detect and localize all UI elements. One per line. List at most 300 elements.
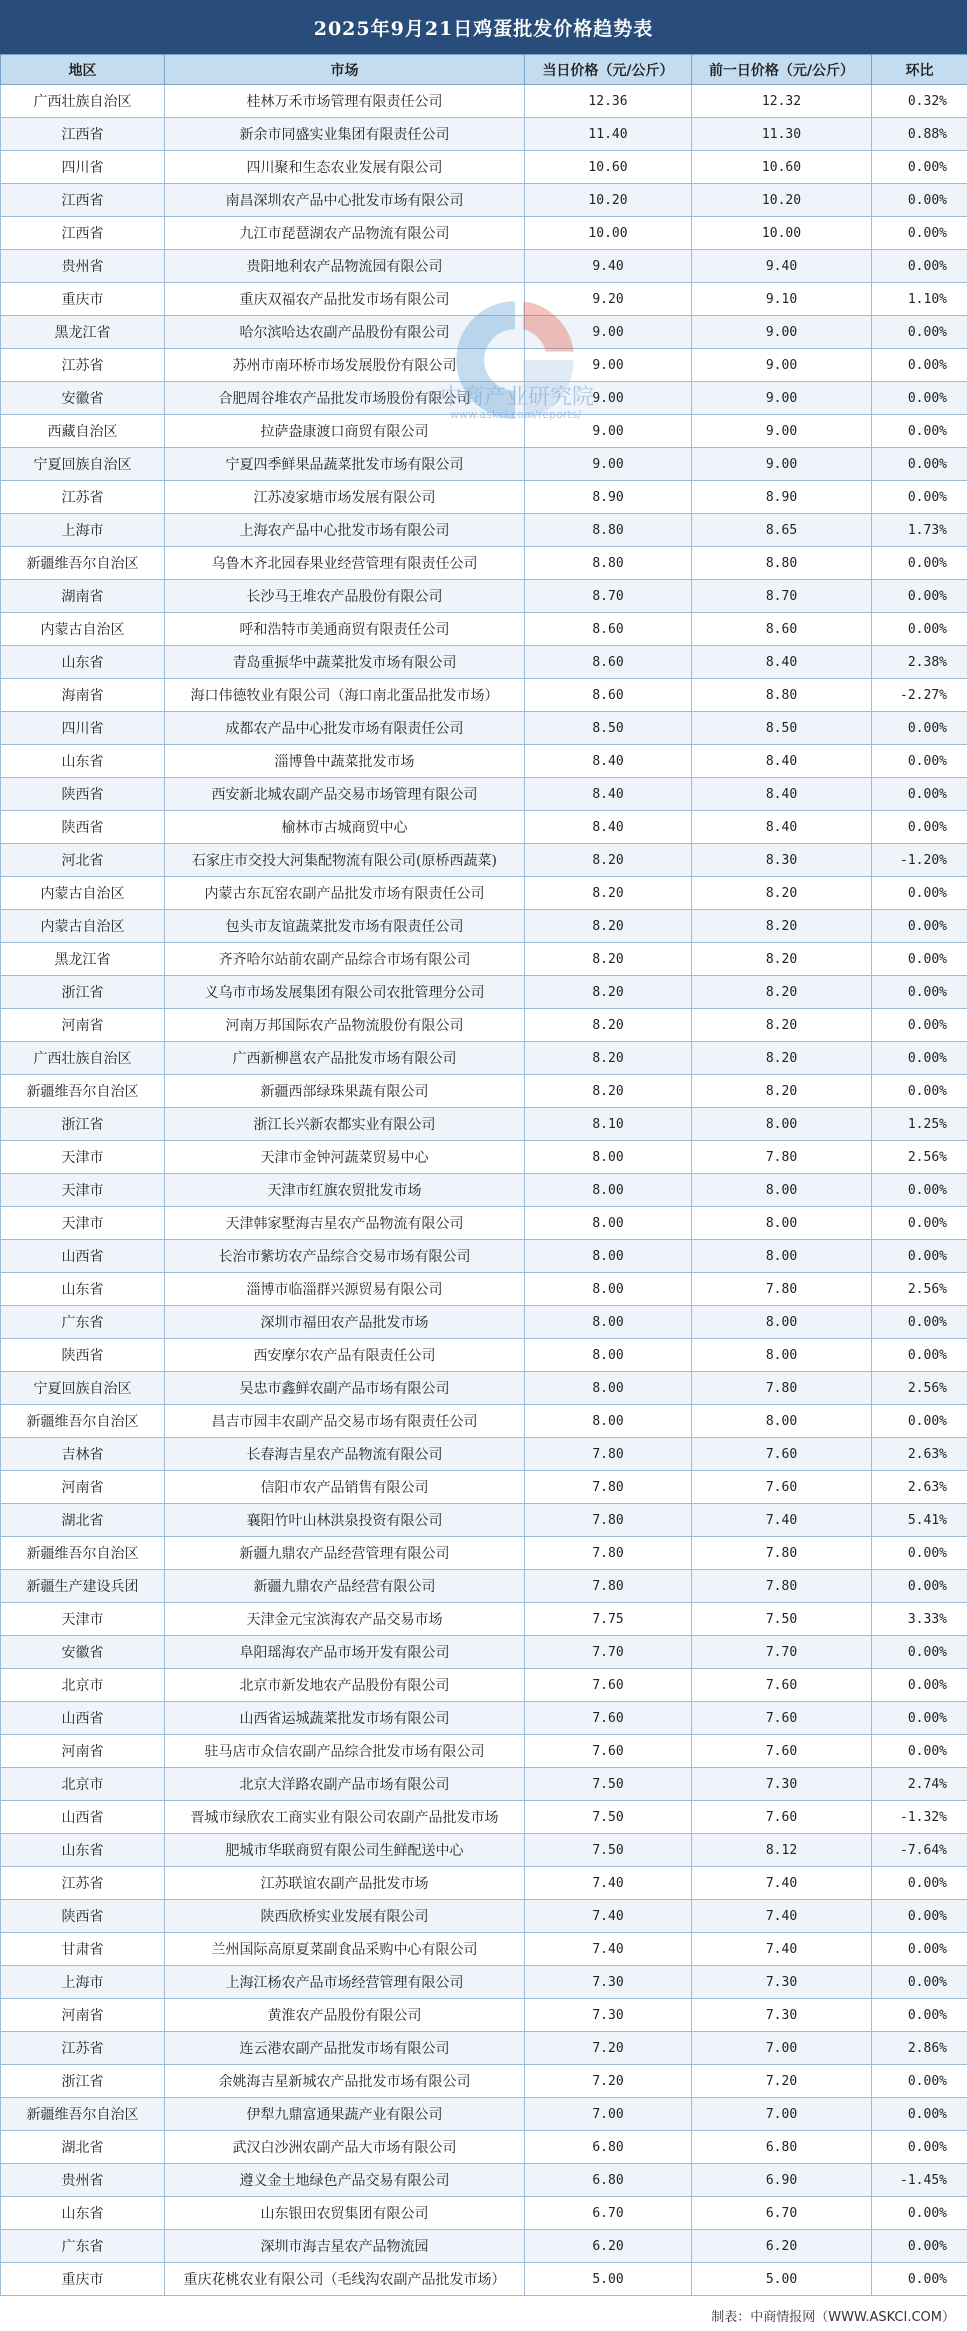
cell-today-price: 9.00 [525,349,692,382]
cell-today-price: 9.20 [525,283,692,316]
cell-yesterday-price: 9.40 [692,250,872,283]
table-row [1,547,967,580]
cell-change: 2.74% [872,1768,967,1801]
cell-yesterday-price: 7.20 [692,2065,872,2098]
cell-region: 山东省 [1,646,165,679]
cell-today-price: 8.80 [525,514,692,547]
cell-change: 0.00% [872,448,967,481]
cell-region: 黑龙江省 [1,943,165,976]
cell-change: 0.00% [872,1867,967,1900]
cell-region: 安徽省 [1,382,165,415]
table-row [1,1306,967,1339]
cell-region: 江苏省 [1,481,165,514]
cell-change: 0.00% [872,382,967,415]
cell-change: 0.00% [872,2098,967,2131]
cell-market: 义乌市市场发展集团有限公司农批管理分公司 [165,976,525,1009]
header-today-price: 当日价格（元/公斤） [525,55,692,85]
table-row [1,1603,967,1636]
cell-region: 上海市 [1,514,165,547]
table-row [1,2164,967,2197]
cell-region: 重庆市 [1,283,165,316]
cell-yesterday-price: 7.50 [692,1603,872,1636]
cell-yesterday-price: 10.00 [692,217,872,250]
cell-today-price: 7.40 [525,1867,692,1900]
table-row [1,1405,967,1438]
cell-region: 天津市 [1,1141,165,1174]
cell-region: 江西省 [1,217,165,250]
cell-region: 宁夏回族自治区 [1,1372,165,1405]
cell-change: -1.20% [872,844,967,877]
cell-today-price: 10.60 [525,151,692,184]
cell-today-price: 7.30 [525,1966,692,1999]
cell-today-price: 7.50 [525,1801,692,1834]
cell-region: 湖北省 [1,1504,165,1537]
cell-today-price: 8.90 [525,481,692,514]
cell-yesterday-price: 8.00 [692,1339,872,1372]
table-row [1,1570,967,1603]
cell-change: 3.33% [872,1603,967,1636]
cell-today-price: 7.80 [525,1504,692,1537]
cell-yesterday-price: 8.70 [692,580,872,613]
cell-today-price: 8.20 [525,943,692,976]
cell-today-price: 7.60 [525,1669,692,1702]
cell-change: 0.00% [872,712,967,745]
cell-today-price: 11.40 [525,118,692,151]
table-row [1,1702,967,1735]
table-row [1,151,967,184]
cell-change: -1.32% [872,1801,967,1834]
cell-yesterday-price: 8.80 [692,679,872,712]
table-row [1,1999,967,2032]
cell-today-price: 8.60 [525,679,692,712]
cell-yesterday-price: 12.32 [692,85,872,118]
table-row [1,910,967,943]
cell-region: 陕西省 [1,778,165,811]
cell-market: 北京市新发地农产品股份有限公司 [165,1669,525,1702]
table-row [1,217,967,250]
table-row [1,1504,967,1537]
cell-yesterday-price: 6.70 [692,2197,872,2230]
cell-yesterday-price: 5.00 [692,2263,872,2296]
cell-change: 0.00% [872,1075,967,1108]
table-row [1,1042,967,1075]
cell-region: 新疆维吾尔自治区 [1,1405,165,1438]
cell-yesterday-price: 10.60 [692,151,872,184]
header-market: 市场 [165,55,525,85]
cell-region: 湖南省 [1,580,165,613]
cell-change: 0.00% [872,1405,967,1438]
cell-change: 0.88% [872,118,967,151]
table-row [1,1141,967,1174]
cell-today-price: 5.00 [525,2263,692,2296]
cell-yesterday-price: 7.60 [692,1471,872,1504]
table-row [1,844,967,877]
table-row [1,85,967,118]
cell-yesterday-price: 7.70 [692,1636,872,1669]
cell-change: 0.00% [872,811,967,844]
cell-yesterday-price: 8.00 [692,1174,872,1207]
cell-region: 黑龙江省 [1,316,165,349]
cell-change: 0.00% [872,547,967,580]
cell-today-price: 7.40 [525,1933,692,1966]
cell-market: 淄博鲁中蔬菜批发市场 [165,745,525,778]
cell-region: 陕西省 [1,1900,165,1933]
cell-yesterday-price: 9.00 [692,415,872,448]
table-row [1,1207,967,1240]
cell-market: 吴忠市鑫鲜农副产品市场有限公司 [165,1372,525,1405]
cell-yesterday-price: 8.20 [692,910,872,943]
cell-change: 1.10% [872,283,967,316]
cell-change: 2.86% [872,2032,967,2065]
cell-today-price: 8.10 [525,1108,692,1141]
cell-market: 南昌深圳农产品中心批发市场有限公司 [165,184,525,217]
cell-market: 晋城市绿欣农工商实业有限公司农副产品批发市场 [165,1801,525,1834]
cell-region: 北京市 [1,1768,165,1801]
cell-region: 新疆维吾尔自治区 [1,547,165,580]
cell-region: 上海市 [1,1966,165,1999]
cell-market: 海口伟德牧业有限公司（海口南北蛋品批发市场） [165,679,525,712]
cell-yesterday-price: 7.80 [692,1141,872,1174]
cell-change: 0.00% [872,1636,967,1669]
cell-today-price: 6.80 [525,2131,692,2164]
cell-market: 深圳市福田农产品批发市场 [165,1306,525,1339]
table-row [1,2230,967,2263]
cell-region: 内蒙古自治区 [1,613,165,646]
cell-today-price: 8.80 [525,547,692,580]
table-row [1,613,967,646]
cell-change: 2.63% [872,1438,967,1471]
cell-region: 山东省 [1,1273,165,1306]
cell-region: 新疆维吾尔自治区 [1,1075,165,1108]
cell-region: 河南省 [1,1999,165,2032]
cell-region: 山西省 [1,1702,165,1735]
cell-change: 0.00% [872,1240,967,1273]
cell-change: 0.00% [872,151,967,184]
cell-today-price: 6.70 [525,2197,692,2230]
cell-yesterday-price: 8.12 [692,1834,872,1867]
cell-market: 长治市紫坊农产品综合交易市场有限公司 [165,1240,525,1273]
cell-region: 山东省 [1,745,165,778]
cell-market: 北京大洋路农副产品市场有限公司 [165,1768,525,1801]
cell-today-price: 8.20 [525,1009,692,1042]
table-row [1,2131,967,2164]
cell-yesterday-price: 8.20 [692,976,872,1009]
cell-region: 广东省 [1,1306,165,1339]
cell-yesterday-price: 7.40 [692,1504,872,1537]
cell-market: 武汉白沙洲农副产品大市场有限公司 [165,2131,525,2164]
cell-change: 0.00% [872,184,967,217]
cell-market: 榆林市古城商贸中心 [165,811,525,844]
cell-market: 兰州国际高原夏菜副食品采购中心有限公司 [165,1933,525,1966]
cell-today-price: 8.50 [525,712,692,745]
cell-change: 0.00% [872,943,967,976]
cell-yesterday-price: 7.30 [692,1768,872,1801]
watermark-text: 中商产业研究院 [440,385,595,410]
table-row [1,646,967,679]
cell-today-price: 8.60 [525,613,692,646]
cell-change: 0.00% [872,1933,967,1966]
cell-change: 0.00% [872,1570,967,1603]
cell-today-price: 8.00 [525,1339,692,1372]
table-row [1,811,967,844]
cell-today-price: 7.30 [525,1999,692,2032]
table-title: 2025年9月21日鸡蛋批发价格趋势表 [0,0,967,54]
table-row [1,1900,967,1933]
cell-change: 0.00% [872,745,967,778]
table-row [1,1075,967,1108]
cell-today-price: 8.20 [525,877,692,910]
cell-region: 四川省 [1,712,165,745]
cell-market: 深圳市海吉星农产品物流园 [165,2230,525,2263]
cell-yesterday-price: 7.60 [692,1702,872,1735]
cell-market: 天津市红旗农贸批发市场 [165,1174,525,1207]
cell-change: 1.25% [872,1108,967,1141]
cell-region: 内蒙古自治区 [1,877,165,910]
cell-change: 0.00% [872,1339,967,1372]
cell-region: 河北省 [1,844,165,877]
cell-today-price: 10.00 [525,217,692,250]
cell-change: 0.00% [872,1537,967,1570]
cell-change: 0.00% [872,2197,967,2230]
cell-yesterday-price: 8.20 [692,1075,872,1108]
cell-change: 2.56% [872,1141,967,1174]
cell-change: 0.00% [872,481,967,514]
table-row [1,1471,967,1504]
table-row [1,481,967,514]
cell-today-price: 7.75 [525,1603,692,1636]
table-row [1,1537,967,1570]
cell-region: 新疆生产建设兵团 [1,1570,165,1603]
cell-today-price: 7.00 [525,2098,692,2131]
cell-today-price: 8.20 [525,1075,692,1108]
table-row [1,514,967,547]
cell-change: 0.00% [872,1702,967,1735]
cell-yesterday-price: 7.60 [692,1438,872,1471]
cell-market: 山西省运城蔬菜批发市场有限公司 [165,1702,525,1735]
cell-market: 宁夏四季鲜果品蔬菜批发市场有限公司 [165,448,525,481]
cell-change: 0.00% [872,1900,967,1933]
cell-today-price: 8.00 [525,1207,692,1240]
cell-change: 0.00% [872,1009,967,1042]
header-change: 环比 [872,55,967,85]
cell-region: 河南省 [1,1471,165,1504]
cell-market: 齐齐哈尔站前农副产品综合市场有限公司 [165,943,525,976]
cell-yesterday-price: 7.30 [692,1966,872,1999]
table-row [1,250,967,283]
cell-yesterday-price: 7.40 [692,1867,872,1900]
cell-market: 江苏凌家塘市场发展有限公司 [165,481,525,514]
cell-yesterday-price: 8.00 [692,1207,872,1240]
cell-market: 拉萨盎康渡口商贸有限公司 [165,415,525,448]
cell-change: 0.00% [872,316,967,349]
cell-region: 河南省 [1,1735,165,1768]
table-row [1,1735,967,1768]
cell-market: 哈尔滨哈达农副产品股份有限公司 [165,316,525,349]
cell-today-price: 8.00 [525,1273,692,1306]
cell-market: 内蒙古东瓦窑农副产品批发市场有限责任公司 [165,877,525,910]
cell-yesterday-price: 10.20 [692,184,872,217]
cell-market: 新余市同盛实业集团有限责任公司 [165,118,525,151]
table-row [1,1867,967,1900]
table-row [1,1636,967,1669]
cell-today-price: 12.36 [525,85,692,118]
cell-market: 长沙马王堆农产品股份有限公司 [165,580,525,613]
cell-region: 甘肃省 [1,1933,165,1966]
table-row [1,1669,967,1702]
header-region: 地区 [1,55,165,85]
cell-today-price: 7.80 [525,1570,692,1603]
cell-today-price: 8.40 [525,778,692,811]
cell-region: 西藏自治区 [1,415,165,448]
cell-market: 浙江长兴新农都实业有限公司 [165,1108,525,1141]
cell-today-price: 7.70 [525,1636,692,1669]
cell-change: -1.45% [872,2164,967,2197]
cell-yesterday-price: 8.90 [692,481,872,514]
cell-region: 宁夏回族自治区 [1,448,165,481]
cell-change: 5.41% [872,1504,967,1537]
cell-today-price: 8.00 [525,1405,692,1438]
cell-region: 内蒙古自治区 [1,910,165,943]
cell-yesterday-price: 8.20 [692,1009,872,1042]
cell-region: 吉林省 [1,1438,165,1471]
cell-today-price: 8.70 [525,580,692,613]
table-row [1,1273,967,1306]
table-row [1,2197,967,2230]
cell-market: 余姚海吉星新城农产品批发市场有限公司 [165,2065,525,2098]
cell-change: 0.00% [872,1999,967,2032]
table-row [1,1966,967,1999]
cell-market: 新疆西部绿珠果蔬有限公司 [165,1075,525,1108]
cell-market: 青岛重振华中蔬菜批发市场有限公司 [165,646,525,679]
table-row [1,976,967,1009]
cell-yesterday-price: 6.80 [692,2131,872,2164]
cell-market: 西安摩尔农产品有限责任公司 [165,1339,525,1372]
cell-market: 信阳市农产品销售有限公司 [165,1471,525,1504]
cell-change: 0.00% [872,2230,967,2263]
cell-market: 昌吉市园丰农副产品交易市场有限责任公司 [165,1405,525,1438]
cell-change: 0.32% [872,85,967,118]
cell-change: 0.00% [872,613,967,646]
table-row [1,1768,967,1801]
cell-yesterday-price: 8.00 [692,1306,872,1339]
cell-today-price: 8.00 [525,1240,692,1273]
cell-yesterday-price: 6.20 [692,2230,872,2263]
source-footer: 制表：中商情报网（WWW.ASKCI.COM） [711,2310,955,2325]
cell-yesterday-price: 7.60 [692,1735,872,1768]
cell-market: 上海农产品中心批发市场有限公司 [165,514,525,547]
cell-market: 乌鲁木齐北园春果业经营管理有限责任公司 [165,547,525,580]
cell-today-price: 8.60 [525,646,692,679]
cell-today-price: 7.20 [525,2065,692,2098]
cell-yesterday-price: 8.00 [692,1240,872,1273]
cell-yesterday-price: 11.30 [692,118,872,151]
cell-region: 陕西省 [1,1339,165,1372]
table-row [1,778,967,811]
cell-today-price: 8.00 [525,1141,692,1174]
cell-change: 0.00% [872,250,967,283]
cell-market: 桂林万禾市场管理有限责任公司 [165,85,525,118]
cell-today-price: 8.00 [525,1306,692,1339]
cell-market: 重庆双福农产品批发市场有限公司 [165,283,525,316]
cell-yesterday-price: 7.30 [692,1999,872,2032]
table-row [1,2065,967,2098]
header-yesterday-price: 前一日价格（元/公斤） [692,55,872,85]
cell-today-price: 8.20 [525,1042,692,1075]
cell-market: 合肥周谷堆农产品批发市场股份有限公司 [165,382,525,415]
cell-region: 江苏省 [1,349,165,382]
cell-today-price: 8.20 [525,844,692,877]
cell-today-price: 10.20 [525,184,692,217]
cell-region: 广东省 [1,2230,165,2263]
cell-region: 山西省 [1,1801,165,1834]
cell-yesterday-price: 8.40 [692,811,872,844]
cell-market: 石家庄市交投大河集配物流有限公司(原桥西蔬菜) [165,844,525,877]
cell-market: 上海江杨农产品市场经营管理有限公司 [165,1966,525,1999]
cell-change: 0.00% [872,1966,967,1999]
table-row [1,1834,967,1867]
cell-region: 新疆维吾尔自治区 [1,2098,165,2131]
cell-region: 山西省 [1,1240,165,1273]
cell-today-price: 7.50 [525,1834,692,1867]
cell-change: 0.00% [872,877,967,910]
cell-region: 广西壮族自治区 [1,85,165,118]
cell-change: 0.00% [872,217,967,250]
cell-yesterday-price: 7.00 [692,2032,872,2065]
cell-yesterday-price: 9.00 [692,349,872,382]
cell-yesterday-price: 7.80 [692,1372,872,1405]
cell-region: 浙江省 [1,2065,165,2098]
cell-region: 新疆维吾尔自治区 [1,1537,165,1570]
cell-today-price: 9.00 [525,382,692,415]
cell-yesterday-price: 8.40 [692,646,872,679]
table-row [1,2098,967,2131]
cell-yesterday-price: 9.00 [692,382,872,415]
cell-today-price: 8.00 [525,1174,692,1207]
cell-region: 江苏省 [1,1867,165,1900]
cell-change: 0.00% [872,2263,967,2296]
cell-market: 黄淮农产品股份有限公司 [165,1999,525,2032]
cell-market: 重庆花桃农业有限公司（毛线沟农副产品批发市场） [165,2263,525,2296]
table-row [1,580,967,613]
cell-market: 新疆九鼎农产品经营管理有限公司 [165,1537,525,1570]
cell-change: 0.00% [872,976,967,1009]
cell-market: 陕西欣桥实业发展有限公司 [165,1900,525,1933]
cell-today-price: 7.80 [525,1537,692,1570]
cell-market: 天津韩家墅海吉星农产品物流有限公司 [165,1207,525,1240]
cell-region: 广西壮族自治区 [1,1042,165,1075]
cell-region: 山东省 [1,2197,165,2230]
cell-region: 陕西省 [1,811,165,844]
cell-yesterday-price: 8.65 [692,514,872,547]
cell-yesterday-price: 9.00 [692,448,872,481]
table-row [1,184,967,217]
table-row [1,349,967,382]
cell-region: 江苏省 [1,2032,165,2065]
cell-today-price: 9.00 [525,448,692,481]
cell-region: 河南省 [1,1009,165,1042]
cell-yesterday-price: 8.80 [692,547,872,580]
cell-change: 0.00% [872,2131,967,2164]
cell-change: 0.00% [872,1306,967,1339]
cell-yesterday-price: 8.50 [692,712,872,745]
cell-change: 0.00% [872,778,967,811]
cell-market: 天津市金钟河蔬菜贸易中心 [165,1141,525,1174]
cell-today-price: 7.60 [525,1702,692,1735]
cell-change: 0.00% [872,1207,967,1240]
cell-change: 0.00% [872,1042,967,1075]
cell-region: 安徽省 [1,1636,165,1669]
cell-region: 湖北省 [1,2131,165,2164]
